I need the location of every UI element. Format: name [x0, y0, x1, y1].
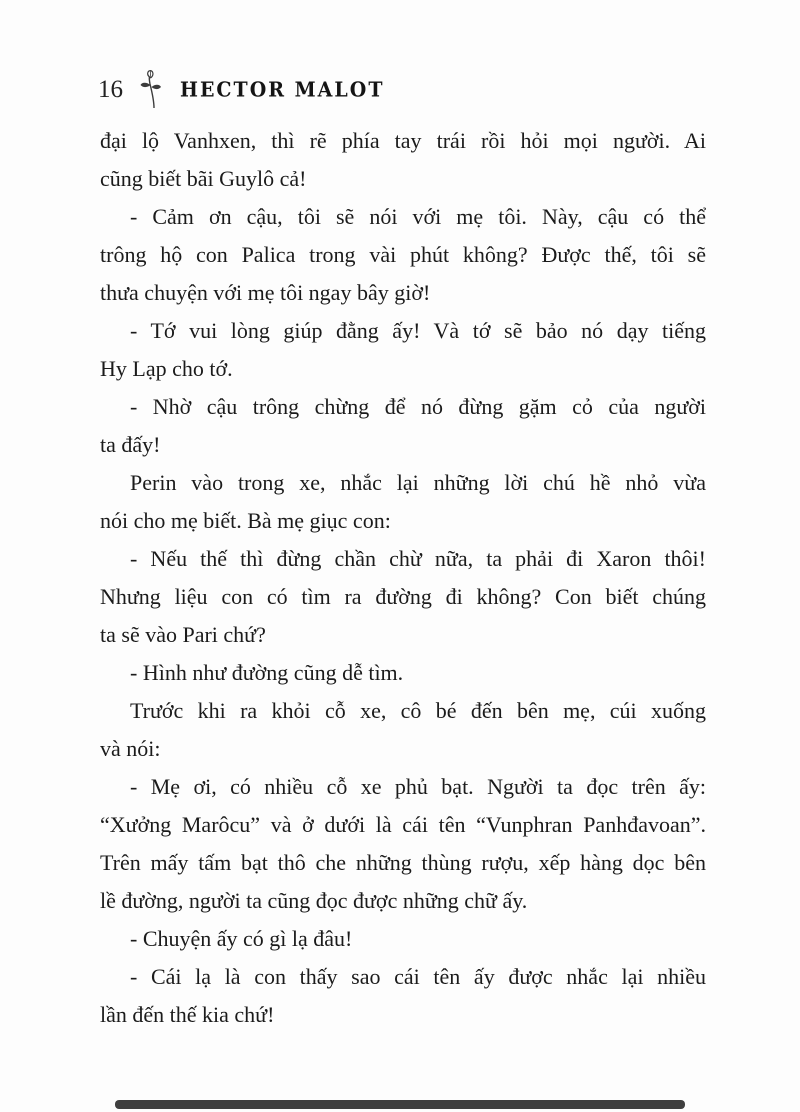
text-line: trông hộ con Palica trong vài phút không? Được thế, tôi sẽ [100, 242, 706, 267]
text-line: Trước khi ra khỏi cỗ xe, cô bé đến bên mẹ, cúi xuống [130, 698, 706, 723]
text-line: - Tớ vui lòng giúp đằng ấy! Và tớ sẽ bảo nó dạy tiếng [130, 318, 706, 343]
text-line: - Cái lạ là con thấy sao cái tên ấy được nhắc lại nhiều [130, 964, 706, 989]
text-line: và nói: [100, 736, 161, 761]
text-line: - Mẹ ơi, có nhiều cỗ xe phủ bạt. Người ta đọc trên ấy: [130, 774, 706, 799]
paragraph [100, 692, 706, 768]
text-line: Hy Lạp cho tớ. [100, 356, 233, 381]
paragraph [100, 464, 706, 540]
text-line: - Cảm ơn cậu, tôi sẽ nói với mẹ tôi. Này, cậu có thể [130, 204, 706, 229]
text-line: ta đấy! [100, 432, 161, 457]
paragraph [100, 312, 706, 388]
paragraph [100, 122, 706, 198]
text-line: “Xưởng Marôcu” và ở dưới là cái tên “Vunphran Panhđavoan”. [100, 812, 706, 837]
text-line: đại lộ Vanhxen, thì rẽ phía tay trái rồi hỏi mọi người. Ai [100, 128, 706, 153]
text-line: ta sẽ vào Pari chứ? [100, 622, 266, 647]
paragraph [100, 768, 706, 920]
paragraph [100, 540, 706, 654]
paragraph [100, 958, 706, 1034]
paragraph [100, 654, 706, 692]
text-line: nói cho mẹ biết. Bà mẹ giục con: [100, 508, 391, 533]
text-line: thưa chuyện với mẹ tôi ngay bây giờ! [100, 280, 431, 305]
running-head-author: HECTOR MALOT [180, 78, 385, 102]
text-line: lần đến thế kia chứ! [100, 1002, 275, 1027]
text-line: cũng biết bãi Guylô cả! [100, 166, 307, 191]
bottom-edge-bar [115, 1100, 685, 1109]
paragraph [100, 388, 706, 464]
text-line: lề đường, người ta cũng đọc được những chữ ấy. [100, 888, 528, 913]
page-header [98, 70, 384, 110]
page-number: 16 [98, 76, 123, 103]
paragraph [100, 198, 706, 312]
paragraph [100, 920, 706, 958]
text-line: Trên mấy tấm bạt thô che những thùng rượu, xếp hàng dọc bên [100, 850, 706, 875]
text-block [100, 122, 706, 1034]
text-line: - Hình như đường cũng dễ tìm. [130, 660, 404, 685]
text-line: Nhưng liệu con có tìm ra đường đi không? Con biết chúng [100, 584, 706, 609]
text-line: - Nhờ cậu trông chừng để nó đừng gặm cỏ của người [130, 394, 706, 419]
text-line: - Chuyện ấy có gì lạ đâu! [130, 926, 353, 951]
text-line: Perin vào trong xe, nhắc lại những lời chú hề nhỏ vừa [130, 470, 706, 495]
text-line: - Nếu thế thì đừng chần chừ nữa, ta phải đi Xaron thôi! [130, 546, 706, 571]
leaf-sprig-icon [138, 70, 164, 110]
